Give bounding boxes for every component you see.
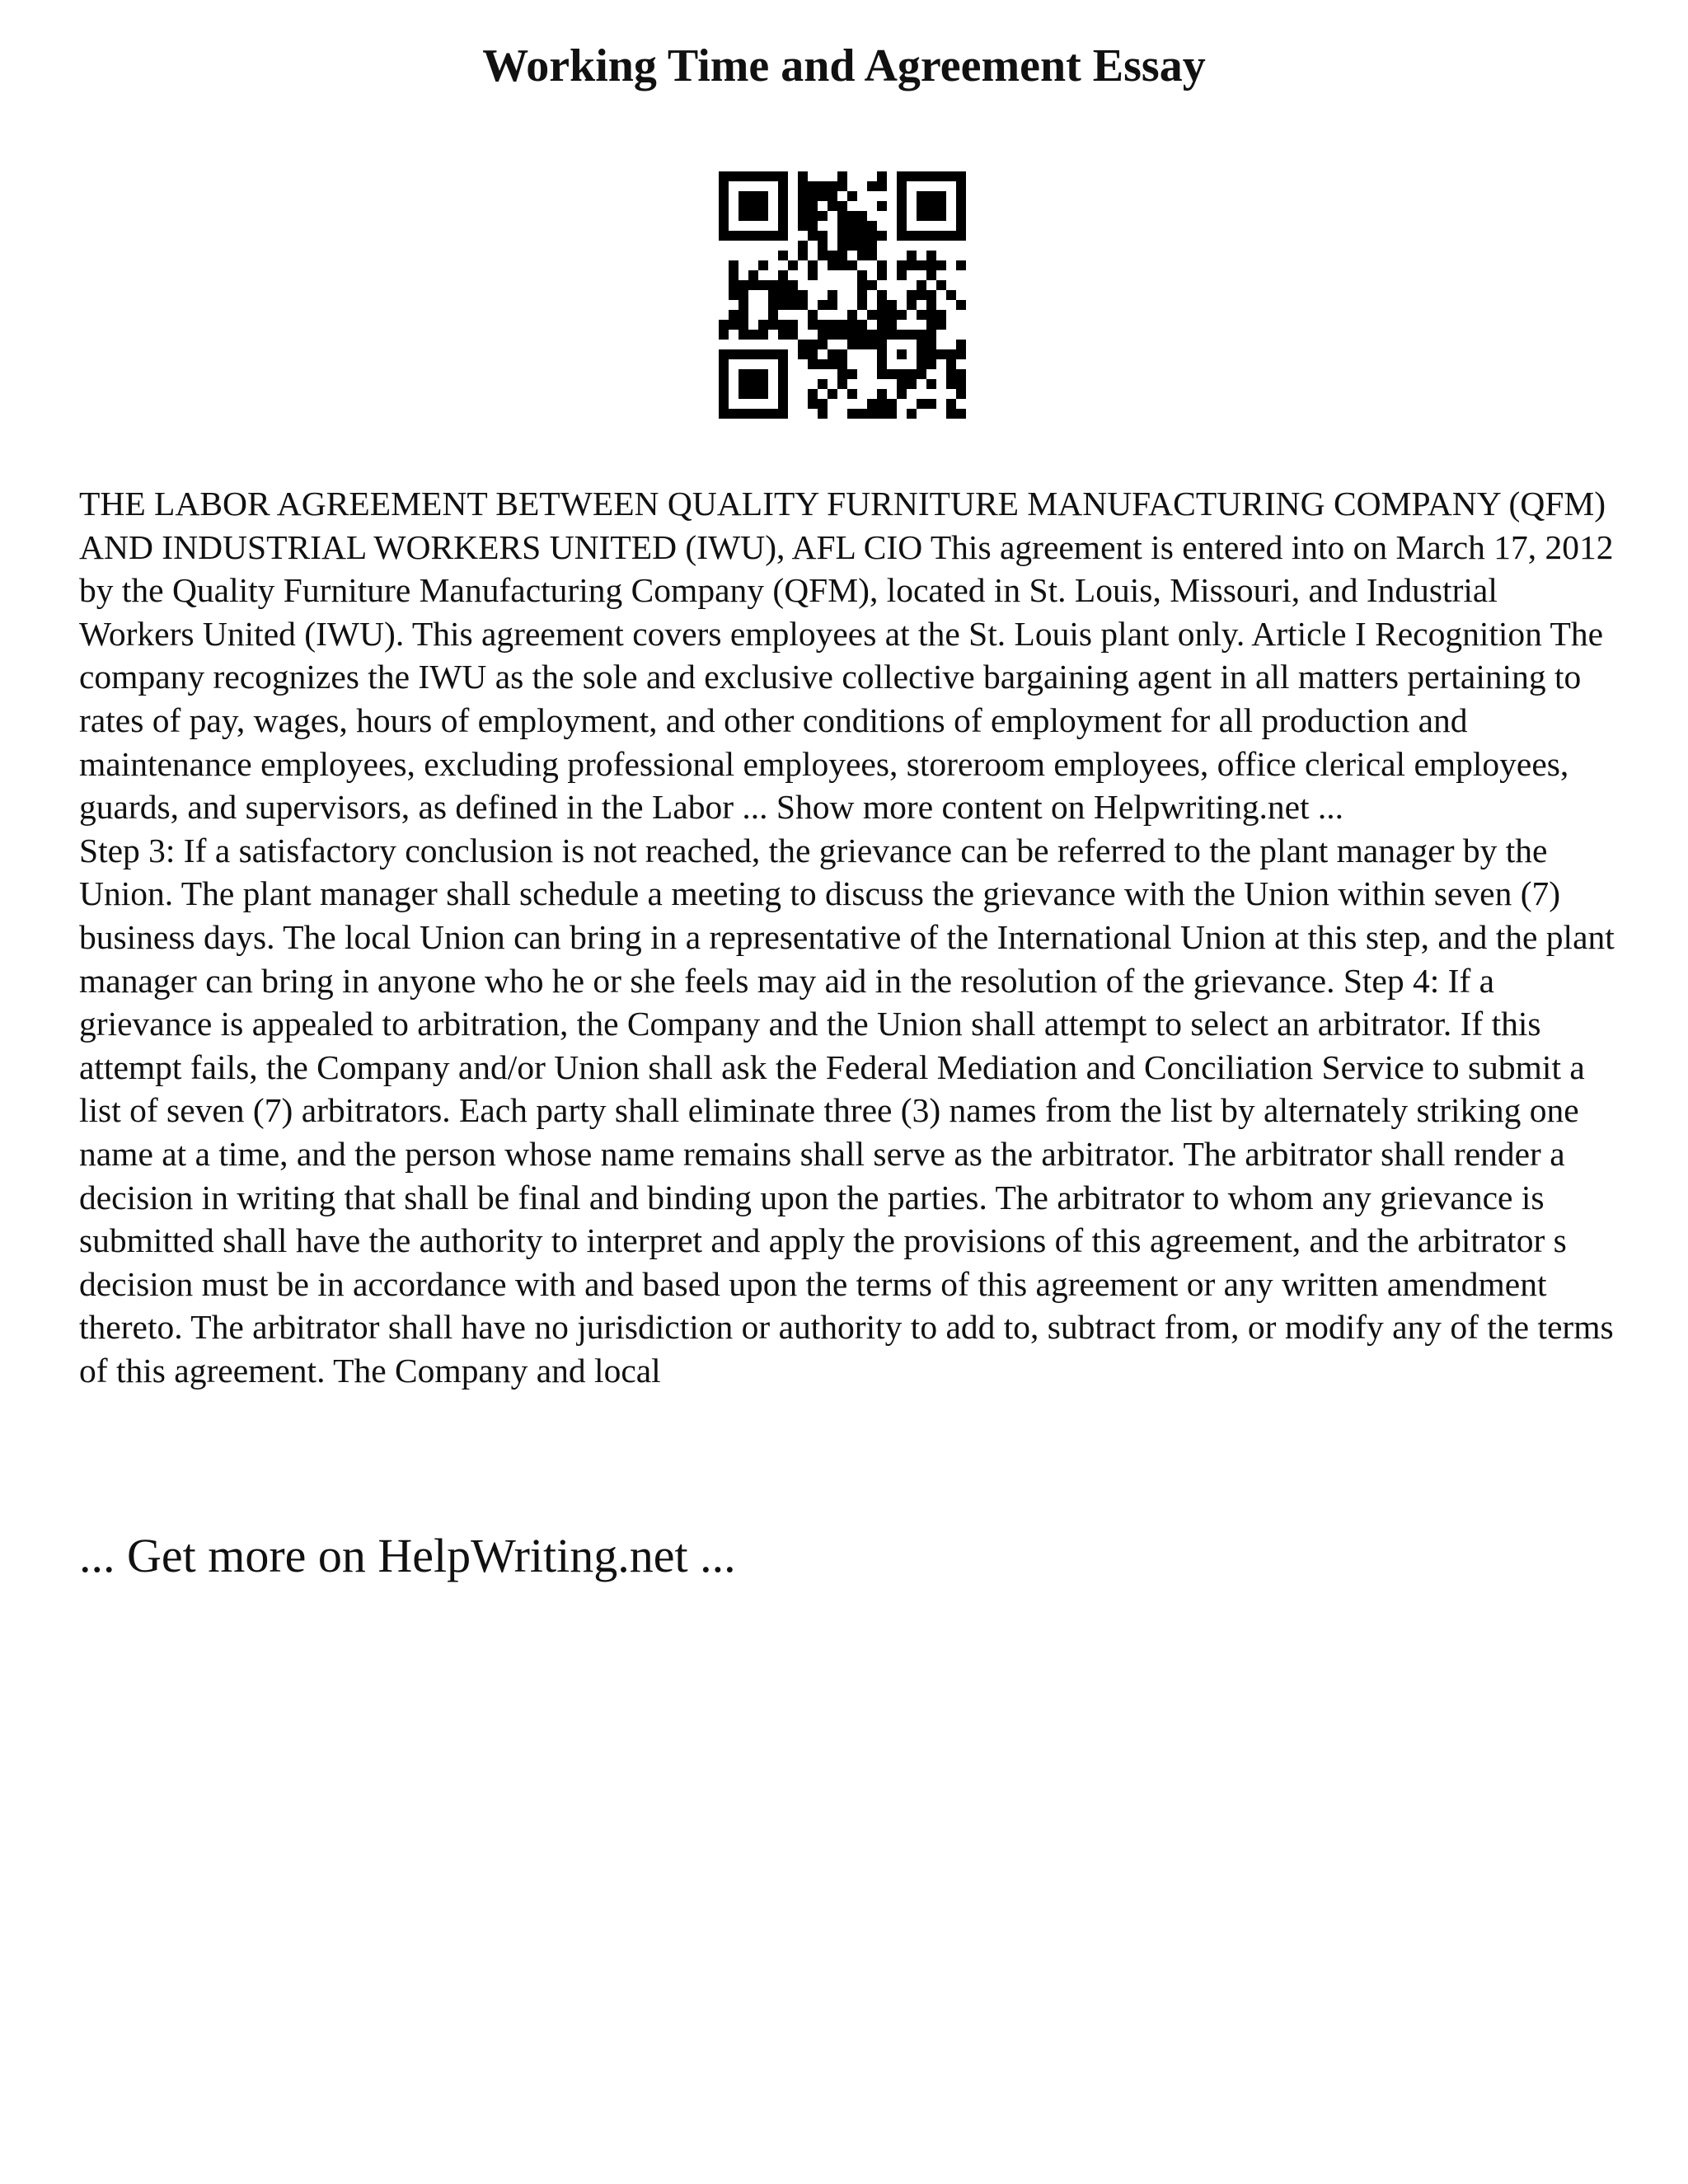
paragraph-steps: Step 3: If a satisfactory conclusion is not reached, the grievance can be referred to the plant manager by the Union. The plant manager shall schedule a meeting to discuss the grievance with the Union within seven (7) business days. The local Union can bring in a representative of the International Union at this step, and the plant manager can bring in anyone who he or she feels may aid in the resolution of the grievance. Step 4: If a grievance is appealed to arbitration, the Company and the Union shall attempt to select an arbitrator. If this attempt fails, the Company and/or Union shall ask the Federal Mediation and Conciliation Service to submit a list of seven (7) arbitrators. Each party shall eliminate three (3) names from the list by alternately striking one name at a time, and the person whose name remains shall serve as the arbitrator. The arbitrator shall render a decision in writing that shall be final and binding upon the parties. The arbitrator to whom any grievance is submitted shall have the authority to interpret and apply the provisions of this agreement, and the arbitrator s decision must be in accordance with and based upon the terms of this agreement or any written amendment thereto. The arbitrator shall have no jurisdiction or authority to add to, subtract from, or modify any of the terms of this agreement. The Company and local [79, 831, 1615, 1390]
paragraph-intro: THE LABOR AGREEMENT BETWEEN QUALITY FURNITURE MANUFACTURING COMPANY (QFM) AND INDUSTRIAL WORKERS UNITED (IWU), AFL CIO This agreement is entered into on March 17, 2012 by the Quality Furniture Manufacturing Company (QFM), located in St. Louis, Missouri, and Industrial Workers United (IWU). This agreement covers employees at the St. Louis plant only. Article I Recognition The company recognizes the IWU as the sole and exclusive collective bargaining agent in all matters pertaining to rates of pay, wages, hours of employment, and other conditions of employment for all production and maintenance employees, excluding professional employees, storeroom employees, office clerical employees, guards, and supervisors, as defined in the Labor ... Show more content on Helpwriting.net ... [79, 485, 1614, 827]
qr-code-icon [719, 171, 966, 419]
essay-body [79, 482, 1620, 1392]
page-title: Working Time and Agreement Essay [482, 40, 1206, 91]
get-more-link[interactable]: ... Get more on HelpWriting.net ... [79, 1529, 736, 1582]
